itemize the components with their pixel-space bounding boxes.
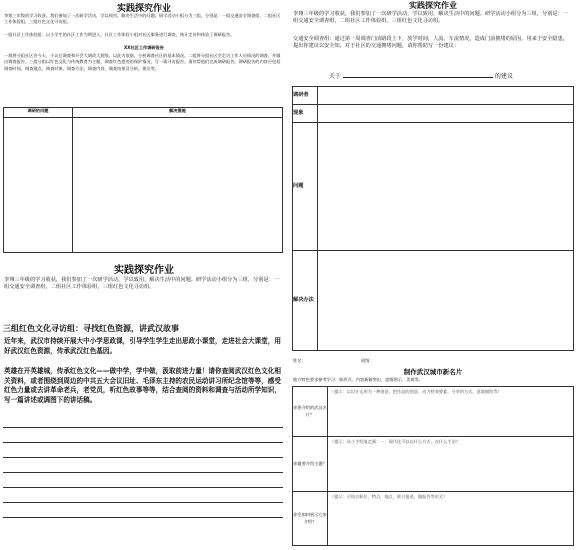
section-heading: 三组红色文化寻访组：寻找红色资源，讲武汉故事 (3, 324, 179, 333)
answer-lines[interactable] (3, 427, 283, 518)
proposal-table (292, 86, 574, 351)
theme-cell[interactable]: （提示：从小手绘笔走画：一、现代化可以以什么方式，在什么手法？ (328, 437, 574, 492)
page-title: 实践探究作业 (114, 265, 174, 276)
page-title: 制作武汉城市新名片 (403, 368, 463, 376)
group-description: 交通安全调查组：通过第一周调查门前路段上下，放学时间，人流、车流情况，造成门前拥堵的原因。用来于安全隐患，提出你建议以安全知，对于社区的交通拥堵问题，请你帮助写一份建议： (293, 36, 568, 50)
row-label-city-card: 你要介绍的武汉名片？ (293, 387, 328, 437)
survey-description: 一群将分组社区会今天，小议后调查和开会大调改大班级。以此为依据，分析调查社区的基本情况。二组将分组社区会走访工作人员情况的调查，并做出调查报告。三组分组以红色文化与传统教育为主题，调查红色遗迹的保护情况，写一篇寻访报告。请你帮他们完成调研报告。调研报告的内容应包括调查时间，调查地点，调查对象，调查方法，调查内容，调查结果及分析，建议等。 (4, 53, 281, 71)
worksheet-city-card-panel (289, 356, 577, 550)
problem-cell[interactable] (4, 118, 73, 253)
problem-cell[interactable] (318, 123, 574, 251)
row-label-problem: 问题 (293, 123, 318, 251)
solution-cell[interactable] (73, 118, 283, 253)
class-label: 班级： (361, 358, 374, 363)
survey-title: XX社区工作调研报告 (124, 45, 164, 50)
intro-text: 李翔三年级的学习收获。我们参加了一次研学活动，学以致用，解决生活中的问题。研学活动小组分为三组，分别是：一组交通安全调查组，二组社区工作体验组，三组红色文化寻访组。 (293, 11, 568, 25)
proposal-blank[interactable] (343, 77, 493, 78)
intro-text: 李翔三年级的学习收获，我们参加了一次研学活动，学以致用，解决生活中的问题。研学活动小组分为三组，分别是：一组交通安全调查组，二组社区工作体验组，三组红色文化寻访组。 (4, 277, 279, 291)
city-card-cell[interactable]: （提示：以设计运用为一种创意，把作品的创意、动力特效要素、分享的方式、意境描绘等） (328, 387, 574, 437)
phenomenon-cell[interactable] (318, 105, 574, 123)
intro-text: 李翔三年级的学习收获。我们参加了一次研学活动，学以致用。解决生活中的问题。研学活动小组分为三组，分别是：一组交通安全调查组，二组社区工作体验组，三组红色文化寻访组。 (4, 13, 281, 25)
worksheet-community-panel (0, 0, 288, 258)
proposal-label-post: 的建议 (494, 73, 513, 80)
display-cell[interactable]: （提示：可结合职位，特点，地点，联合报道，做报告等形式） (328, 492, 574, 546)
row-label-phenomenon: 现象 (293, 105, 318, 123)
survey-table (3, 107, 283, 253)
investigator-cell[interactable] (318, 87, 574, 105)
page-title: 实践探究作业 (409, 1, 457, 10)
group-description: 一组社区工作体验组：以小学生的社区工作为例进入，社区工作体验小组对社区服务进行调查，统计走访和体验了调研报告。 (4, 32, 235, 37)
paragraph-2: 英雄在开英雄城，传承红色文化——做中学，学中做，汲取前进力量！请你查阅武汉红色文化相关资料，或者围绕到周边的中共五大会议旧址、毛泽东主持的农民运动讲习所纪念馆等等，感受红色力量或去讲革命老兵，老党员，听红色故事等等，结合查阅的资料和调查与活动所学知识，写一篇讲述或调图下的讲话稿。 (4, 367, 281, 404)
solution-cell[interactable] (318, 251, 574, 351)
row-label-investigator: 调研者 (293, 87, 318, 105)
name-field (293, 358, 306, 364)
name-label: 姓名： (293, 358, 306, 363)
table-header-problem: 调研的问题 (4, 108, 73, 118)
proposal-label-pre: 关于 (329, 73, 342, 80)
proposal-title (329, 71, 513, 80)
row-label-theme: 你做要介绍主题？ (293, 437, 328, 492)
class-field (361, 358, 374, 364)
worksheet-traffic-panel (289, 0, 577, 355)
row-label-solution: 解决办法 (293, 251, 318, 351)
worksheet-red-culture-panel (0, 259, 288, 550)
requirements-text: 地方特色要求参考学习：如形式、内容新颖突出，思维图示、美观等。 (293, 377, 423, 382)
page-title: 实践探究作业 (116, 4, 171, 14)
paragraph-1: 近年来，武汉市持续开展大中小学思政课，引导学生学生走出思政小课堂，走进社会大课堂，用好武汉红色资源，传承武汉红色基因。 (4, 337, 281, 355)
table-header-solution: 解决措施 (73, 108, 283, 118)
row-label-display: 你会如何展示它来介绍？ (293, 492, 328, 546)
city-card-table (292, 386, 574, 546)
